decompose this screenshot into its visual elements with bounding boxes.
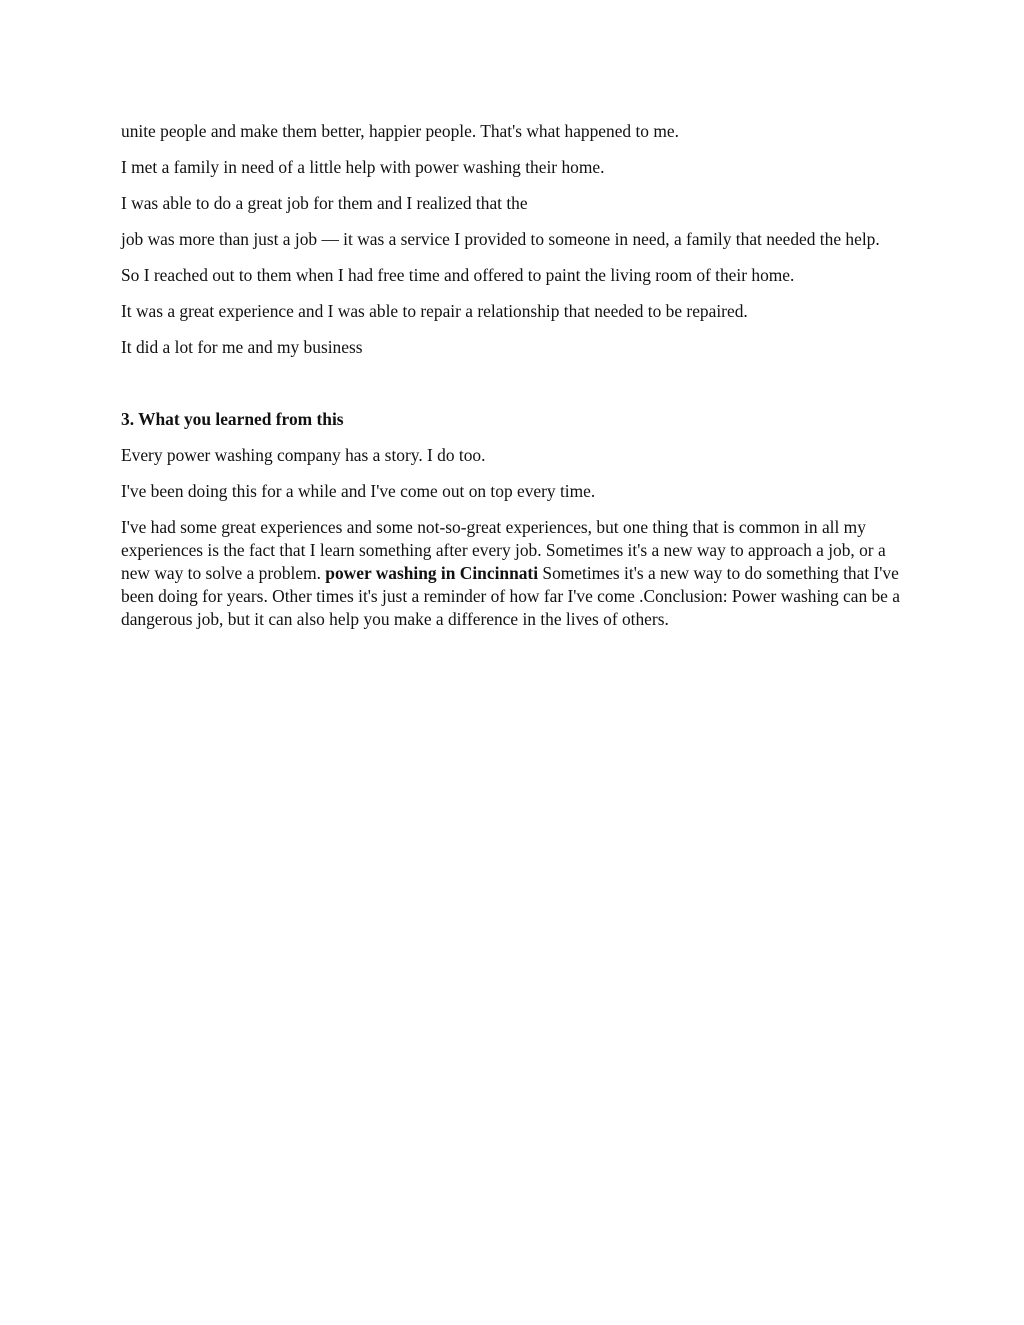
final-paragraph-text-before: I've had some great experiences and some not-so-great experiences, but one thing that is common in all my experiences is the fact that I learn something after every job. Sometimes it's a new way to approach a job, or a new way to solve a problem. <box>121 517 886 583</box>
final-paragraph <box>121 516 911 631</box>
paragraph: I was able to do a great job for them and I realized that the <box>121 193 528 213</box>
paragraph: Every power washing company has a story. I do too. <box>121 445 486 465</box>
paragraph: It did a lot for me and my business <box>121 337 363 357</box>
section-heading: 3. What you learned from this <box>121 409 344 429</box>
paragraph: I met a family in need of a little help with power washing their home. <box>121 157 605 177</box>
final-paragraph-text-after: Sometimes it's a new way to do something that I've been doing for years. Other times it's just a reminder of how far I've come .Conclusion: Power washing can be a dangerous job, but it can also help you make a difference in the lives of others. <box>121 563 900 629</box>
document-body <box>121 120 911 644</box>
keyword-link-text[interactable]: power washing in Cincinnati <box>325 563 539 583</box>
paragraph: job was more than just a job — it was a service I provided to someone in need, a family that needed the help. <box>121 229 880 249</box>
paragraph: It was a great experience and I was able to repair a relationship that needed to be repaired. <box>121 301 748 321</box>
paragraph: I've been doing this for a while and I've come out on top every time. <box>121 481 596 501</box>
paragraph: unite people and make them better, happier people. That's what happened to me. <box>121 121 679 141</box>
paragraph: So I reached out to them when I had free time and offered to paint the living room of their home. <box>121 265 795 285</box>
